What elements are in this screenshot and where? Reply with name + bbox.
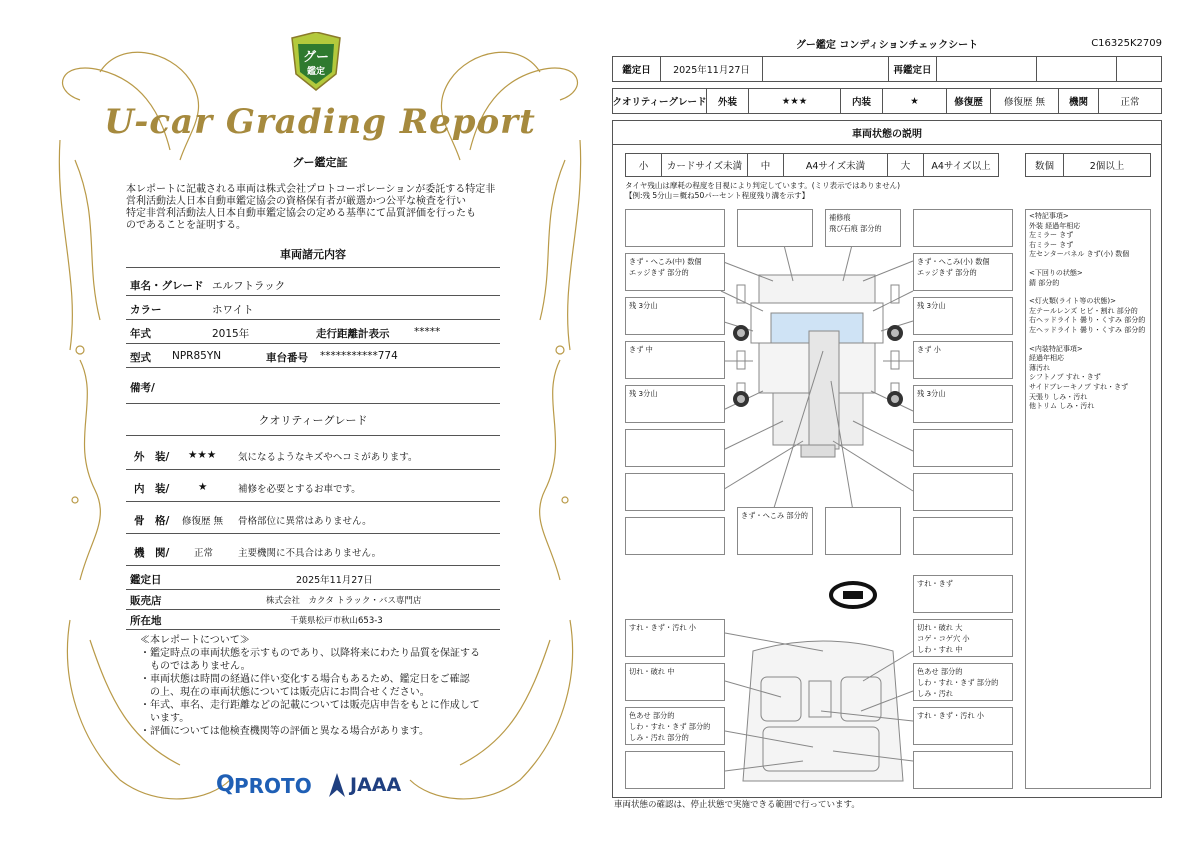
spec-row-name	[126, 272, 500, 296]
note-line: シフトノブ すれ・きず	[1029, 373, 1101, 382]
jaaa-logo-text: JAAA	[350, 774, 402, 796]
ext-text: 気になるようなキズやヘコミがあります。	[238, 452, 418, 463]
mileage-value: *****	[414, 326, 441, 338]
note-line: <灯火類(ライト等の状態)>	[1029, 297, 1116, 306]
ext-box	[913, 517, 1013, 555]
jaaa-logo	[328, 772, 408, 800]
engine-value: 正常	[1120, 97, 1140, 108]
note-line: <特記事項>	[1029, 212, 1069, 220]
shop-value: 株式会社 カクタ トラック・バス専門店	[266, 596, 422, 606]
about-item: ・車両状態は時間の経過に伴い変化する場合もあるため、鑑定日をご確認	[140, 674, 470, 685]
int-box-left3: 色あせ 部分的 しわ・すれ・きず 部分的 しみ・汚れ 部分的	[625, 707, 725, 745]
steering-wheel-icon	[831, 583, 875, 607]
ext-stars: ★★★	[188, 449, 217, 461]
spec-heading: 車両諸元内容	[126, 246, 500, 268]
size-large: 大	[888, 154, 924, 176]
sheet-title: グー鑑定 コンディションチェックシート	[795, 40, 979, 51]
ext-box	[625, 473, 725, 511]
int-box	[625, 751, 725, 789]
ext-box	[625, 517, 725, 555]
date-value: 2025年11月27日	[296, 575, 373, 586]
note-line: 天張り しみ・汚れ	[1029, 392, 1088, 401]
note-line: 錆 部分的	[1029, 278, 1060, 287]
chassis-label: 車台番号	[266, 352, 308, 364]
redate-value	[937, 57, 1037, 81]
sheet-code: C16325K2709	[1091, 38, 1162, 49]
note-line: <下回りの状態>	[1029, 268, 1083, 277]
tire-note-line2: 【例:残 5分山＝概ね50パーセント程度残り溝を示す】	[625, 191, 810, 200]
about-item: の上、現在の車両状態については販売店にお問合せください。	[140, 687, 430, 698]
ext-box	[737, 209, 813, 247]
ext-box	[913, 429, 1013, 467]
cert-line: のであることを証明する。	[126, 220, 246, 231]
size-large-desc: A4サイズ以上	[931, 161, 991, 172]
int-box-left1: すれ・きず・汚れ 小	[625, 619, 725, 657]
engine-label: 機関	[1059, 89, 1099, 113]
quality-heading: クオリティーグレード	[126, 412, 500, 436]
int-box-left2: 切れ・破れ 中	[625, 663, 725, 701]
goo-appraisal-badge-icon	[288, 32, 344, 92]
ext-stars: ★★★	[749, 89, 841, 113]
repair-value: 修復歴 無	[991, 89, 1059, 113]
chassis-value: ***********774	[320, 350, 398, 362]
about-item: ・鑑定時点の車両状態を示すものであり、以降将来にわたり品質を保証する	[140, 648, 480, 659]
about-heading: ≪本レポートについて≫	[140, 635, 250, 646]
report-title: U-car Grading Report	[104, 102, 536, 142]
spec-row-color	[126, 296, 500, 320]
ext-box-right3: きず 小	[913, 341, 1013, 379]
condition-area	[612, 120, 1162, 798]
ext-box-left3: きず 中	[625, 341, 725, 379]
int-label: 内装	[841, 89, 883, 113]
int-box-right2: 色あせ 部分的 しわ・すれ・きず 部分的 しみ・汚れ	[913, 663, 1013, 701]
int-box-right3: すれ・きず・汚れ 小	[913, 707, 1013, 745]
frame-text: 骨格部位に異常はありません。	[238, 516, 372, 527]
date-blank	[763, 57, 889, 81]
info-row-date	[126, 568, 500, 590]
info-row-shop	[126, 590, 500, 610]
date-label: 鑑定日	[130, 574, 162, 586]
proto-logo-text: PROTO	[234, 774, 312, 798]
color-label: カラー	[130, 304, 162, 316]
quality-row-exterior	[126, 440, 500, 470]
jaaa-emblem-icon	[328, 772, 346, 798]
ext-box	[913, 473, 1013, 511]
cert-line: 特定非営利活動法人日本自動車鑑定協会の定める基準にて品質評価を行ったも	[126, 208, 476, 219]
ext-box-top-mid: 補修痕 飛び石痕 部分的	[825, 209, 901, 247]
mileage-label: 走行距離計表示	[316, 328, 390, 340]
count-value: 2個以上	[1089, 161, 1125, 172]
notes-list	[1026, 210, 1150, 414]
cert-line: 営利活動法人日本自動車鑑定協会の資格保有者が厳選かつ公平な検査を行い	[126, 196, 466, 207]
quality-row-frame	[126, 504, 500, 534]
ext-box	[913, 209, 1013, 247]
about-item: ・評価については他検査機関等の評価と異なる場合があります。	[140, 726, 429, 737]
int-box	[913, 751, 1013, 789]
note-line: 左ヘッドライト 曇り・くすみ 部分的	[1029, 325, 1146, 334]
redate-blank	[1037, 57, 1117, 81]
note-spacer	[1029, 336, 1147, 345]
ext-box	[625, 429, 725, 467]
about-item: ものではありません。	[140, 661, 251, 672]
count-label: 数個	[1026, 154, 1064, 176]
tire-note-line1: タイヤ残山は摩耗の程度を目視により判定しています。(ミリ表示ではありません)	[625, 181, 901, 190]
date-label: 鑑定日	[613, 57, 661, 81]
note-line: 外装 経過年相応	[1029, 221, 1081, 230]
int-text: 補修を必要とするお車です。	[238, 484, 361, 495]
about-notes	[140, 634, 500, 738]
notes-panel	[1025, 209, 1151, 789]
engine-label: 機 関/	[134, 547, 170, 559]
cert-line: 本レポートに記載される車両は株式会社プロトコーポレーションが委託する特定非	[126, 184, 496, 195]
quality-row-interior	[126, 472, 500, 502]
frame-value: 修復歴 無	[182, 516, 224, 527]
date-row	[612, 56, 1162, 82]
int-label: 内 装/	[134, 483, 170, 495]
int-stars: ★	[198, 481, 208, 493]
model-value: NPR85YN	[172, 350, 222, 362]
note-line: 経過年相応	[1029, 354, 1064, 363]
badge-line2: 鑑定	[306, 67, 325, 77]
cert-text	[126, 184, 526, 232]
frame-label: 骨 格/	[134, 515, 170, 527]
note-line: サイドブレーキノブ すれ・きず	[1029, 382, 1129, 391]
note-line: 左テールレンズ ヒビ・割れ 部分的	[1029, 306, 1138, 315]
note-line: 左センターパネル きず(小) 数個	[1029, 250, 1130, 259]
note-spacer	[1029, 260, 1147, 269]
name-label: 車名・グレード	[130, 280, 204, 292]
note-line: 薄汚れ	[1029, 363, 1050, 372]
note-spacer	[1029, 288, 1147, 297]
note-line: <内装特記事項>	[1029, 344, 1083, 353]
int-stars: ★	[883, 89, 947, 113]
repair-label: 修復歴	[947, 89, 991, 113]
engine-text: 主要機関に不具合はありません。	[238, 548, 382, 559]
proto-q-icon: Q	[216, 772, 235, 797]
year-label: 年式	[130, 328, 151, 340]
name-value: エルフトラック	[212, 280, 286, 292]
quality-row	[612, 88, 1162, 114]
int-box-wheel: すれ・きず	[913, 575, 1013, 613]
spec-row-year	[126, 320, 500, 344]
about-item: います。	[140, 713, 190, 724]
note-line: 右ミラー きず	[1029, 240, 1074, 249]
cert-title: グー鑑定証	[292, 156, 348, 169]
ext-box-left4: 残 3分山	[625, 385, 725, 423]
engine-value: 正常	[194, 548, 214, 559]
year-value: 2015年	[212, 328, 250, 340]
qg-label: クオリティーグレード	[613, 89, 707, 113]
ext-box-bottom-left: きず・へこみ 部分的	[737, 507, 813, 555]
ext-label: 外装	[707, 89, 749, 113]
ext-box	[825, 507, 901, 555]
ext-box-right1: きず・へこみ(小) 数個 エッジきず 部分的	[913, 253, 1013, 291]
about-item: ・年式、車名、走行距離などの記載については販売店申告をもとに作成して	[140, 700, 480, 711]
size-small: 小	[626, 154, 662, 176]
addr-value: 千葉県松戸市秋山653-3	[290, 616, 383, 626]
remarks-label: 備考/	[130, 382, 155, 394]
int-box-right1: 切れ・破れ 大 コゲ・コゲ穴 小 しわ・すれ 中	[913, 619, 1013, 657]
ext-box-left1: きず・へこみ(中) 数個 エッジきず 部分的	[625, 253, 725, 291]
size-small-desc: カードサイズ未満	[662, 154, 748, 176]
date-value: 2025年11月27日	[661, 57, 763, 81]
note-line: 右ヘッドライト 曇り・くすみ 部分的	[1029, 316, 1146, 325]
size-mid: 中	[748, 154, 784, 176]
size-mid-desc: A4サイズ未満	[784, 154, 888, 176]
footer-note: 車両状態の確認は、停止状態で実施できる範囲で行っています。	[614, 800, 860, 810]
badge-line1: グー	[302, 50, 329, 65]
ext-box-left2: 残 3分山	[625, 297, 725, 335]
condition-title: 車両状態の説明	[613, 121, 1161, 145]
addr-label: 所在地	[130, 615, 162, 627]
quality-row-engine	[126, 536, 500, 566]
color-value: ホワイト	[212, 304, 254, 316]
redate-blank-2	[1117, 57, 1161, 81]
ext-box-right4: 残 3分山	[913, 385, 1013, 423]
note-line: 左ミラー きず	[1029, 231, 1074, 240]
ext-label: 外 装/	[134, 451, 170, 463]
shop-label: 販売店	[130, 595, 162, 607]
grading-report-page	[40, 20, 600, 828]
ext-box	[625, 209, 725, 247]
info-row-address	[126, 610, 500, 630]
spec-row-model	[126, 344, 500, 368]
redate-label: 再鑑定日	[889, 57, 937, 81]
ext-box-right2: 残 3分山	[913, 297, 1013, 335]
proto-logo	[216, 772, 316, 800]
model-label: 型式	[130, 352, 151, 364]
spec-row-remarks	[126, 374, 500, 404]
note-line: 他トリム しみ・汚れ	[1029, 402, 1095, 411]
